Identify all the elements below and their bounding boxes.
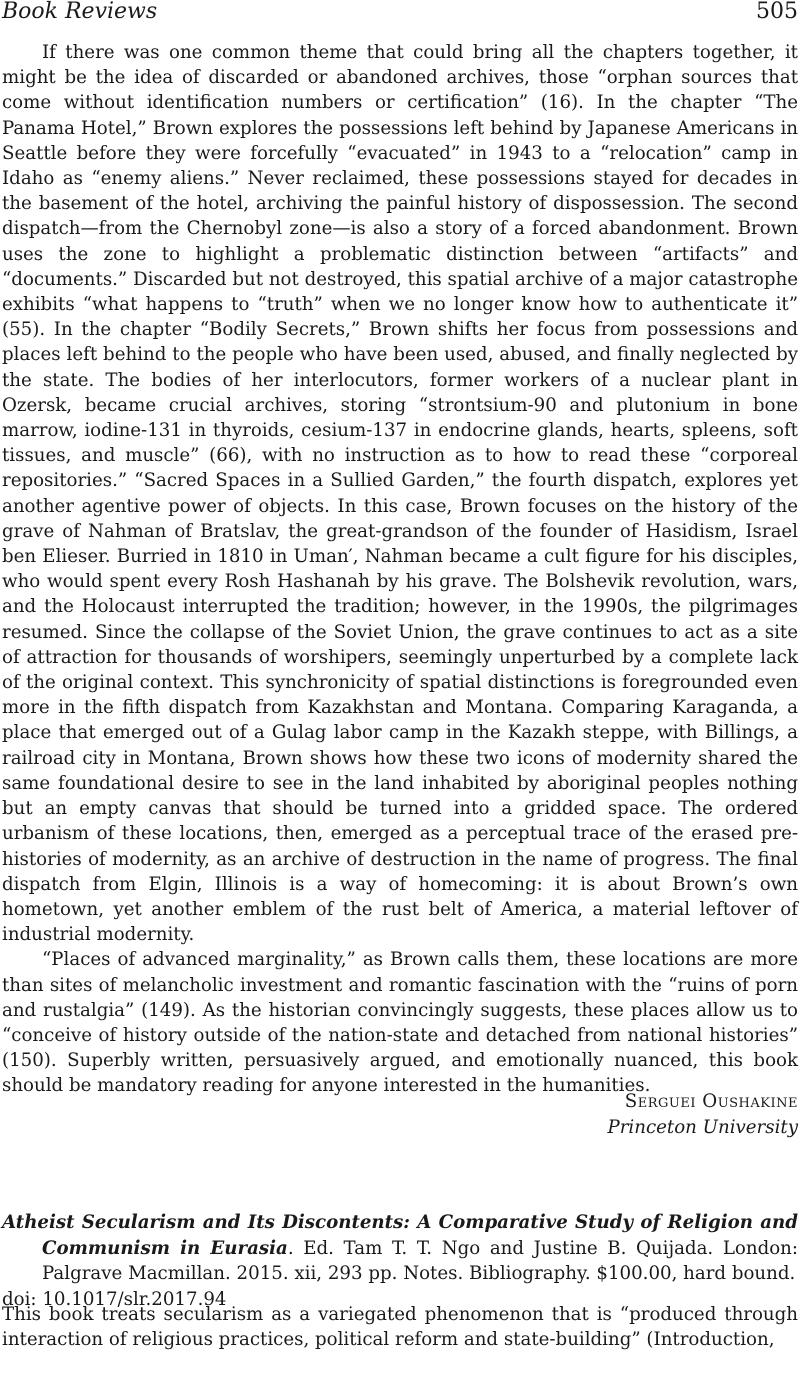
book-details: . Ed. Tam T. T. Ngo and Justine B. Quijada. London: Palgrave Macmillan. 2015. xii, 293 pp. Notes. Bibliography. $100.00, hard bound. (42, 1237, 798, 1284)
running-header (0, 0, 800, 30)
reviewer-signature (608, 1089, 799, 1141)
reviewer-name: Serguei Oushakine (624, 1091, 798, 1112)
page-number: 505 (756, 0, 798, 24)
next-review-body (2, 1302, 798, 1352)
reviewer-affiliation: Princeton University (607, 1117, 798, 1138)
review-body (2, 40, 798, 1099)
review-paragraph-2: “Places of advanced marginality,” as Brown calls them, these locations are more than sites of melancholic investment and romantic fascination with the “ruins of porn and rustalgia” (149). As the historian convincingly suggests, these places allow us to “conceive of history outside of the nation-state and detached from national histories” (150). Superbly written, persuasively argued, and emotionally nuanced, this book should be mandatory reading for anyone interested in the humanities. (2, 949, 798, 1097)
section-title: Book Reviews (2, 0, 158, 24)
next-review-citation (2, 1210, 798, 1312)
book-title: Atheist Secularism and Its Discontents: A Comparative Study of Religion and Communism in Eurasia (2, 1212, 798, 1259)
review-paragraph-1: If there was one common theme that could bring all the chapters together, it might be the idea of discarded or abandoned archives, those “orphan sources that come without identification numbers or certification” (16). In the chapter “The Panama Hotel,” Brown explores the possessions left behind by Japanese Americans in Seattle before they were forcefully “evacuated” in 1943 to a “relocation” camp in Idaho as “enemy aliens.” Never reclaimed, these possessions stayed for decades in the basement of the hotel, archiving the painful history of dispossession. The second dispatch—from the Chernobyl zone—is also a story of a forced abandonment. Brown uses the zone to highlight a problematic distinction between “artifacts” and “documents.” Discarded but not destroyed, this spatial archive of a major catastrophe exhibits “what happens to “truth” when we no longer know how to authenticate it” (55). In the chapter “Bodily Secrets,” Brown shifts her focus from possessions and places left behind to the people who have been used, abused, and finally neglected by the state. The bodies of her interlocutors, former workers of a nuclear plant in Ozersk, became crucial archives, storing “strontsium-90 and plutonium in bone marrow, iodine-131 in thyroids, cesium-137 in endocrine glands, hearts, spleens, soft tissues, and muscle” (66), with no instruction as to how to read these “corporeal repositories.” “Sacred Spaces in a Sullied Garden,” the fourth dispatch, explores yet another agentive power of objects. In this case, Brown focuses on the history of the grave of Nahman of Bratslav, the great-grandson of the founder of Hasidism, Israel ben Elieser. Burried in 1810 in Uman′, Nahman became a cult figure for his disciples, who would spent every Rosh Hashanah by his grave. The Bolshevik revolution, wars, and the Holocaust interrupted the tradition; however, in the 1990s, the pilgrimages resumed. Since the collapse of the Soviet Union, the grave continues to act as a site of attraction for thousands of worshipers, seemingly unperturbed by a complete lack of the original context. This synchronicity of spatial distinctions is foregrounded even more in the fifth dispatch from Kazakhstan and Montana. Comparing Karaganda, a place that emerged out of a Gulag labor camp in the Kazakh steppe, with Billings, a railroad city in Montana, Brown shows how these two icons of modernity shared the same foundational desire to see in the land inhabited by aboriginal peoples nothing but an empty canvas that should be turned into a gridded space. The ordered urbanism of these locations, then, emerged as a perceptual trace of the erased pre-histories of modernity, as an archive of destruction in the name of progress. The final dispatch from Elgin, Illinois is a way of homecoming: it is about Brown’s own hometown, yet another emblem of the rust belt of America, a material leftover of industrial modernity. (2, 42, 798, 946)
citation-entry (2, 1210, 798, 1287)
next-review-opening: This book treats secularism as a variegated phenomenon that is “produced through interaction of religious practices, political reform and state-building” (Introduction, (2, 1304, 798, 1351)
book-doi: doi: 10.1017/slr.2017.94 (2, 1288, 227, 1310)
